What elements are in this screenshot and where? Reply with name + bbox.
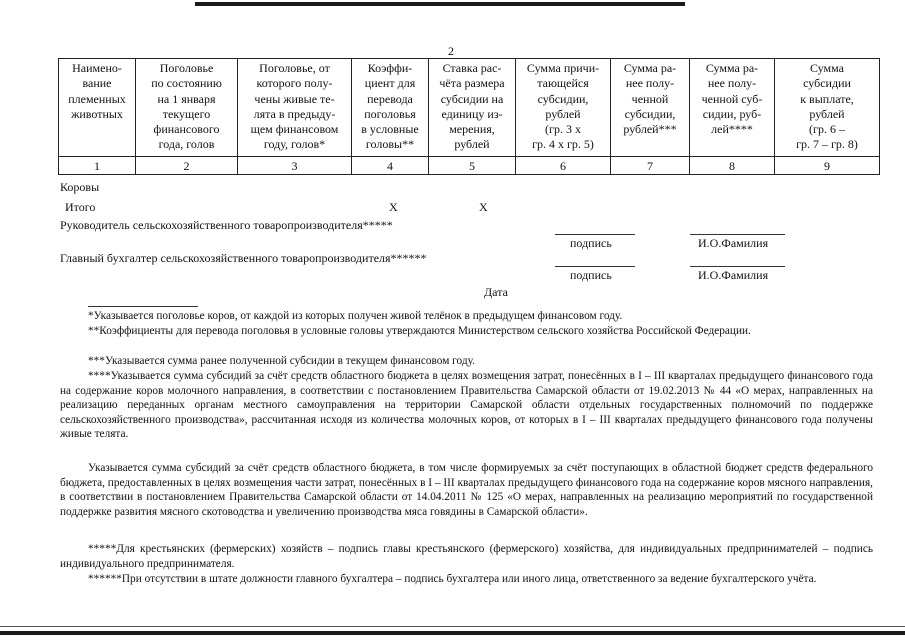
header-line: лей**** <box>711 122 753 137</box>
header-line: сидии, руб- <box>702 106 762 121</box>
header-line: лята в предыду- <box>253 106 336 121</box>
header-line: (гр. 6 – <box>809 122 845 137</box>
header-line: субсидии на <box>440 91 504 106</box>
head-signature-caption: подпись <box>570 236 612 250</box>
header-line: тающейся <box>537 76 589 91</box>
header-line: нее полу- <box>625 76 675 91</box>
header-line: Сумма причи- <box>526 61 600 75</box>
accountant-signature-caption: подпись <box>570 268 612 282</box>
head-name-caption: И.О.Фамилия <box>698 236 769 250</box>
scan-top-edge <box>195 2 685 6</box>
row-label-total: Итого <box>65 200 96 214</box>
header-line: Сумма ра- <box>623 61 677 75</box>
column-header <box>59 59 136 157</box>
total-mark: Х <box>389 200 398 214</box>
header-line: гр. 7 – гр. 8) <box>796 137 858 152</box>
total-mark: Х <box>479 200 488 214</box>
accountant-name-caption: И.О.Фамилия <box>698 268 769 282</box>
header-line: чёта размера <box>439 76 505 91</box>
footnote: ******При отсутствии в штате должности главного бухгалтера – подпись бухгалтера или иного лица, ответственного за ведение бухгалтерского учёта. <box>88 573 817 585</box>
header-line: чены живые те- <box>254 91 335 106</box>
header-line: субсидии <box>803 76 851 91</box>
scan-bottom-edge <box>0 631 905 635</box>
header-line: циент для <box>364 76 416 91</box>
header-line: нее полу- <box>707 76 757 91</box>
column-number: 9 <box>775 157 880 175</box>
header-line: животных <box>71 106 123 121</box>
header-line: на 1 января <box>157 91 216 106</box>
footnote-separator <box>88 306 198 307</box>
header-line: по состоянию <box>151 76 222 91</box>
header-line: перевода <box>367 91 413 106</box>
footnote: ***Указывается сумма ранее полученной субсидии в текущем финансовом году. <box>88 355 475 367</box>
table-header-row <box>59 59 880 157</box>
header-line: гр. 4 х гр. 5) <box>532 137 594 152</box>
column-number: 3 <box>238 157 352 175</box>
column-header <box>238 59 352 157</box>
footnote: Указывается сумма субсидий за счёт средств областного бюджета, в том числе формируемых за счёт поступающих в областной бюджет средств федерального бюджета, предоставленных в целях возмещения части затрат, понесённых в I – III кварталах предыдущего финансового года на содержание коров мясного направления, в соответствии в постановлением Правительства Самарской области от 14.04.2011 № 125 «О мерах, направленных на реализацию мероприятий по государственной поддержке развития мясного скотоводства и увеличению производства мяса говядины в Самарской области». <box>60 462 873 518</box>
accountant-signature-line <box>555 266 635 267</box>
row-label-cows: Коровы <box>60 180 100 194</box>
header-line: рублей <box>454 137 490 152</box>
header-line: щем финансовом <box>250 122 339 137</box>
header-line: мерения, <box>449 122 495 137</box>
header-line: к выплате, <box>800 91 854 106</box>
header-line: субсидии, <box>624 106 676 121</box>
header-line: Поголовье, от <box>259 61 330 75</box>
header-line: Поголовье <box>159 61 214 75</box>
header-line: которого полу- <box>256 76 333 91</box>
header-line: текущего <box>162 106 211 121</box>
column-header <box>516 59 611 157</box>
header-line: головы** <box>365 137 415 152</box>
accountant-signature-label: Главный бухгалтер сельскохозяйственного товаропроизводителя****** <box>60 251 427 265</box>
header-line: Наимено- <box>72 61 122 75</box>
head-signature-label: Руководитель сельскохозяйственного товаропроизводителя***** <box>60 218 393 232</box>
header-line: ченной суб- <box>701 91 763 106</box>
header-line: рублей <box>545 106 581 121</box>
head-name-line <box>690 234 785 235</box>
header-line: ченной <box>631 91 669 106</box>
header-line: субсидии, <box>537 91 589 106</box>
header-line: Сумма <box>810 61 844 75</box>
subsidy-calculation-table <box>58 58 880 175</box>
scan-bottom-edge-thin <box>0 626 905 627</box>
header-line: рублей*** <box>623 122 677 137</box>
column-header <box>775 59 880 157</box>
column-header <box>690 59 775 157</box>
header-line: Ставка рас- <box>442 61 502 75</box>
footnote: *****Для крестьянских (фермерских) хозяйств – подпись главы крестьянского (фермерского) хозяйства, для индивидуальных предпринимателей – подпись индивидуального предпринимателя. <box>60 543 873 570</box>
accountant-name-line <box>690 266 785 267</box>
column-number: 7 <box>611 157 690 175</box>
header-line: года, голов <box>158 137 215 152</box>
footnote: *Указывается поголовье коров, от каждой из которых получен живой телёнок в предыдущем финансовом году. <box>88 310 623 322</box>
header-line: в условные <box>361 122 419 137</box>
column-number: 8 <box>690 157 775 175</box>
header-line: вание <box>82 76 112 91</box>
header-line: (гр. 3 х <box>545 122 581 137</box>
header-line: единицу из- <box>441 106 503 121</box>
column-number: 5 <box>429 157 516 175</box>
header-line: рублей <box>809 106 845 121</box>
page-number: 2 <box>448 44 454 58</box>
column-number: 1 <box>59 157 136 175</box>
column-number: 4 <box>352 157 429 175</box>
header-line: Коэффи- <box>367 61 413 75</box>
column-number: 2 <box>136 157 238 175</box>
date-label: Дата <box>484 285 508 299</box>
column-header <box>352 59 429 157</box>
footnote: **Коэффициенты для перевода поголовья в условные головы утверждаются Министерством сельского хозяйства Российской Федерации. <box>88 325 751 337</box>
column-number: 6 <box>516 157 611 175</box>
header-line: поголовья <box>364 106 416 121</box>
column-header <box>611 59 690 157</box>
column-header <box>429 59 516 157</box>
column-header <box>136 59 238 157</box>
header-line: финансового <box>153 122 220 137</box>
head-signature-line <box>555 234 635 235</box>
header-line: племенных <box>68 91 126 106</box>
header-line: году, голов* <box>263 137 326 152</box>
header-line: Сумма ра- <box>705 61 759 75</box>
column-number-row <box>59 157 880 175</box>
footnote: ****Указывается сумма субсидий за счёт средств областного бюджета в целях возмещения затрат, понесённых в I – III кварталах предыдущего финансового года на содержание коров молочного направления, в соответствии с постановлением Правительства Самарской области от 19.02.2013 № 44 «О мерах, направленных на реализацию переданных органам местного самоуправления на территории Самарской области отдельных государственных полномочий по поддержке сельскохозяйственного производства», рассчитанная исходя из количества молочных коров, от которых в I – III кварталах предыдущего финансового года получены живые телята. <box>60 370 873 441</box>
